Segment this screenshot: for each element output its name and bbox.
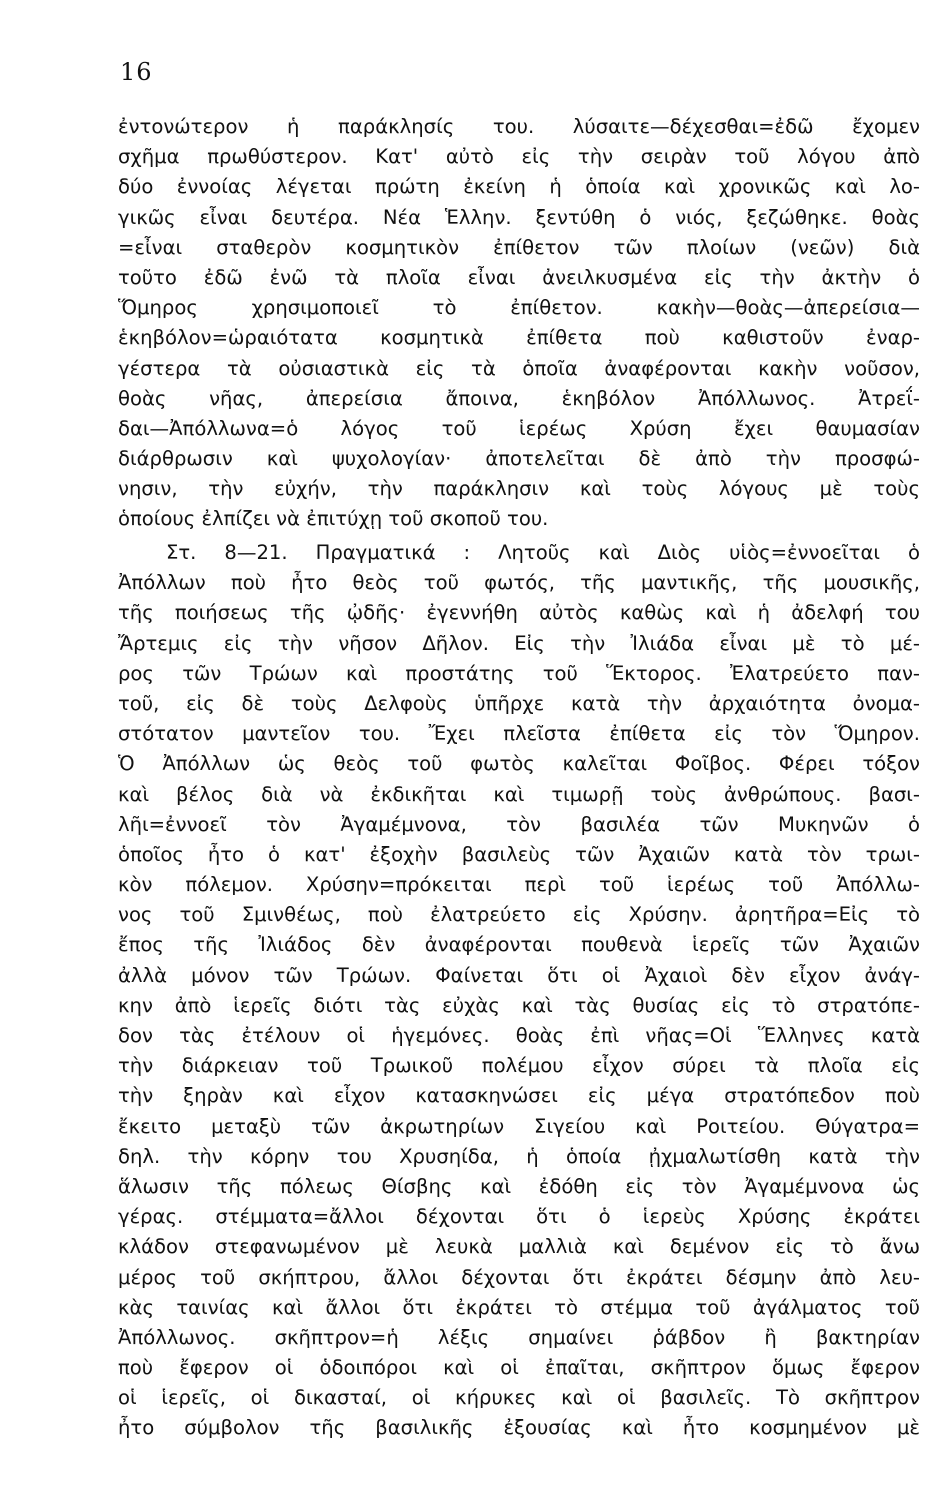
text-line: τοῦτο ἐδῶ ἐνῶ τὰ πλοῖα εἶναι ἀνειλκυσμένα εἰς τὴν ἀκτὴν ὁ: [118, 265, 920, 289]
text-line: γικῶς εἶναι δευτέρα. Νέα Ἑλλην. ξεντύθη ὁ νιός, ξεζώθηκε. θοὰς: [118, 205, 920, 229]
text-line: καὶ βέλος διὰ νὰ ἐκδικῆται καὶ τιμωρῇ τοὺς ἀνθρώπους. βασι-: [118, 782, 920, 806]
text-line: δαι—Ἀπόλλωνα=ὁ λόγος τοῦ ἱερέως Χρύση ἔχει θαυμασίαν: [118, 416, 920, 440]
text-line: ὁποίους ἐλπίζει νὰ ἐπιτύχῃ τοῦ σκοποῦ του.: [118, 507, 549, 531]
text-line: νησιν, τὴν εὐχήν, τὴν παράκλησιν καὶ τοὺς λόγους μὲ τοὺς: [118, 477, 920, 501]
text-line: κὸν πόλεμον. Χρύσην=πρόκειται περὶ τοῦ ἱερέως τοῦ Ἀπόλλω-: [118, 873, 920, 897]
text-line: ἐντονώτερον ἡ παράκλησίς του. λύσαιτε—δέχεσθαι=ἐδῶ ἔχομεν: [118, 115, 920, 138]
text-line: ὁποῖος ἦτο ὁ κατ' ἐξοχὴν βασιλεὺς τῶν Ἀχαιῶν κατὰ τὸν τρωι-: [118, 842, 920, 866]
text-line: δύο ἐννοίας λέγεται πρώτη ἐκείνη ἡ ὁποία καὶ χρονικῶς καὶ λο-: [118, 175, 920, 199]
text-line: ἑκηβόλον=ὡραιότατα κοσμητικὰ ἐπίθετα ποὺ καθιστοῦν ἐναρ-: [118, 326, 920, 350]
text-line: Ὅμηρος χρησιμοποιεῖ τὸ ἐπίθετον. κακὴν—θοὰς—ἀπερείσια—: [118, 296, 920, 320]
text-line: ἅλωσιν τῆς πόλεως Θίσβης καὶ ἐδόθη εἰς τὸν Ἀγαμέμνονα ὡς: [118, 1174, 920, 1198]
text-line: κλάδον στεφανωμένον μὲ λευκὰ μαλλιὰ καὶ δεμένον εἰς τὸ ἄνω: [118, 1235, 920, 1259]
text-line: ἔπος τῆς Ἰλιάδος δὲν ἀναφέρονται πουθενὰ ἱερεῖς τῶν Ἀχαιῶν: [118, 933, 920, 957]
text-line: νος τοῦ Σμινθέως, ποὺ ἐλατρεύετο εἰς Χρύσην. ἀρητῆρα=Εἰς τὸ: [118, 903, 920, 927]
page-number: 16: [120, 58, 153, 86]
text-line: γέστερα τὰ οὐσιαστικὰ εἰς τὰ ὁποῖα ἀναφέρονται κακὴν νοῦσον,: [118, 356, 920, 380]
text-line: θοὰς νῆας, ἀπερείσια ἄποινα, ἑκηβόλον Ἀπόλλωνος. Ἀτρεΐ-: [118, 386, 920, 410]
text-line: ἦτο σύμβολον τῆς βασιλικῆς ἐξουσίας καὶ ἦτο κοσμημένον μὲ: [118, 1416, 920, 1440]
text-line: τὴν διάρκειαν τοῦ Τρωικοῦ πολέμου εἶχον σύρει τὰ πλοῖα εἰς: [118, 1054, 920, 1078]
text-line: ποὺ ἔφερον οἱ ὁδοιπόροι καὶ οἱ ἐπαῖται, σκῆπτρον ὅμως ἔφερον: [118, 1356, 920, 1380]
text-line: κην ἀπὸ ἱερεῖς διότι τὰς εὐχὰς καὶ τὰς θυσίας εἰς τὸ στρατόπε-: [118, 993, 920, 1017]
text-line: Στ. 8—21. Πραγματικά : Λητοῦς καὶ Διὸς υἱὸς=ἐννοεῖται ὁ: [166, 541, 920, 564]
text-line: Ἀπόλλων ποὺ ἦτο θεὸς τοῦ φωτός, τῆς μαντικῆς, τῆς μουσικῆς,: [118, 571, 920, 595]
text-line: Ὁ Ἀπόλλων ὡς θεὸς τοῦ φωτὸς καλεῖται Φοῖβος. Φέρει τόξον: [118, 752, 920, 776]
text-line: τοῦ, εἰς δὲ τοὺς Δελφοὺς ὑπῆρχε κατὰ τὴν ἀρχαιότητα ὀνομα-: [118, 691, 920, 715]
text-line: δον τὰς ἐτέλουν οἱ ἡγεμόνες. θοὰς ἐπὶ νῆας=Οἱ Ἕλληνες κατὰ: [118, 1024, 920, 1047]
text-line: ἀλλὰ μόνον τῶν Τρώων. Φαίνεται ὅτι οἱ Ἀχαιοὶ δὲν εἶχον ἀνάγ-: [118, 963, 920, 987]
text-line: τῆς ποιήσεως τῆς ᾠδῆς· ἐγεννήθη αὐτὸς καθὼς καὶ ἡ ἀδελφή του: [118, 601, 920, 625]
text-line: Ἀπόλλωνος. σκῆπτρον=ἡ λέξις σημαίνει ῥάβδον ἢ βακτηρίαν: [118, 1325, 920, 1349]
text-line: τὴν ξηρὰν καὶ εἶχον κατασκηνώσει εἰς μέγα στρατόπεδον ποὺ: [118, 1084, 920, 1108]
text-line: ἔκειτο μεταξὺ τῶν ἀκρωτηρίων Σιγείου καὶ Ροιτείου. Θύγατρα=: [118, 1114, 920, 1138]
text-line: λῆι=ἐννοεῖ τὸν Ἀγαμέμνονα, τὸν βασιλέα τῶν Μυκηνῶν ὁ: [118, 812, 920, 836]
text-line: κὰς ταινίας καὶ ἄλλοι ὅτι ἐκράτει τὸ στέμμα τοῦ ἀγάλματος τοῦ: [118, 1295, 920, 1319]
text-line: ρος τῶν Τρώων καὶ προστάτης τοῦ Ἕκτορος. Ἐλατρεύετο παν-: [118, 661, 920, 685]
text-line: διάρθρωσιν καὶ ψυχολογίαν· ἀποτελεῖται δὲ ἀπὸ τὴν προσφώ-: [118, 447, 920, 471]
text-line: δηλ. τὴν κόρην του Χρυσηίδα, ἡ ὁποία ᾐχμαλωτίσθη κατὰ τὴν: [118, 1144, 920, 1168]
paragraph-factual-notes: [118, 538, 920, 1444]
text-line: στότατον μαντεῖον του. Ἔχει πλεῖστα ἐπίθετα εἰς τὸν Ὅμηρον.: [118, 722, 920, 746]
text-line: μέρος τοῦ σκήπτρου, ἄλλοι δέχονται ὅτι ἐκράτει δέσμην ἀπὸ λευ-: [118, 1265, 920, 1289]
text-line: σχῆμα πρωθύστερον. Κατ' αὐτὸ εἰς τὴν σειρὰν τοῦ λόγου ἀπὸ: [118, 145, 920, 169]
text-line: γέρας. στέμματα=ἄλλοι δέχονται ὅτι ὁ ἱερεὺς Χρύσης ἐκράτει: [118, 1205, 920, 1229]
text-line: Ἄρτεμις εἰς τὴν νῆσον Δῆλον. Εἰς τὴν Ἰλιάδα εἶναι μὲ τὸ μέ-: [118, 631, 920, 655]
text-line: οἱ ἱερεῖς, οἱ δικασταί, οἱ κήρυκες καὶ οἱ βασιλεῖς. Τὸ σκῆπτρον: [118, 1386, 920, 1410]
paragraph-commentary-notes: [118, 112, 920, 535]
text-line: =εἶναι σταθερὸν κοσμητικὸν ἐπίθετον τῶν πλοίων (νεῶν) διὰ: [118, 235, 920, 259]
